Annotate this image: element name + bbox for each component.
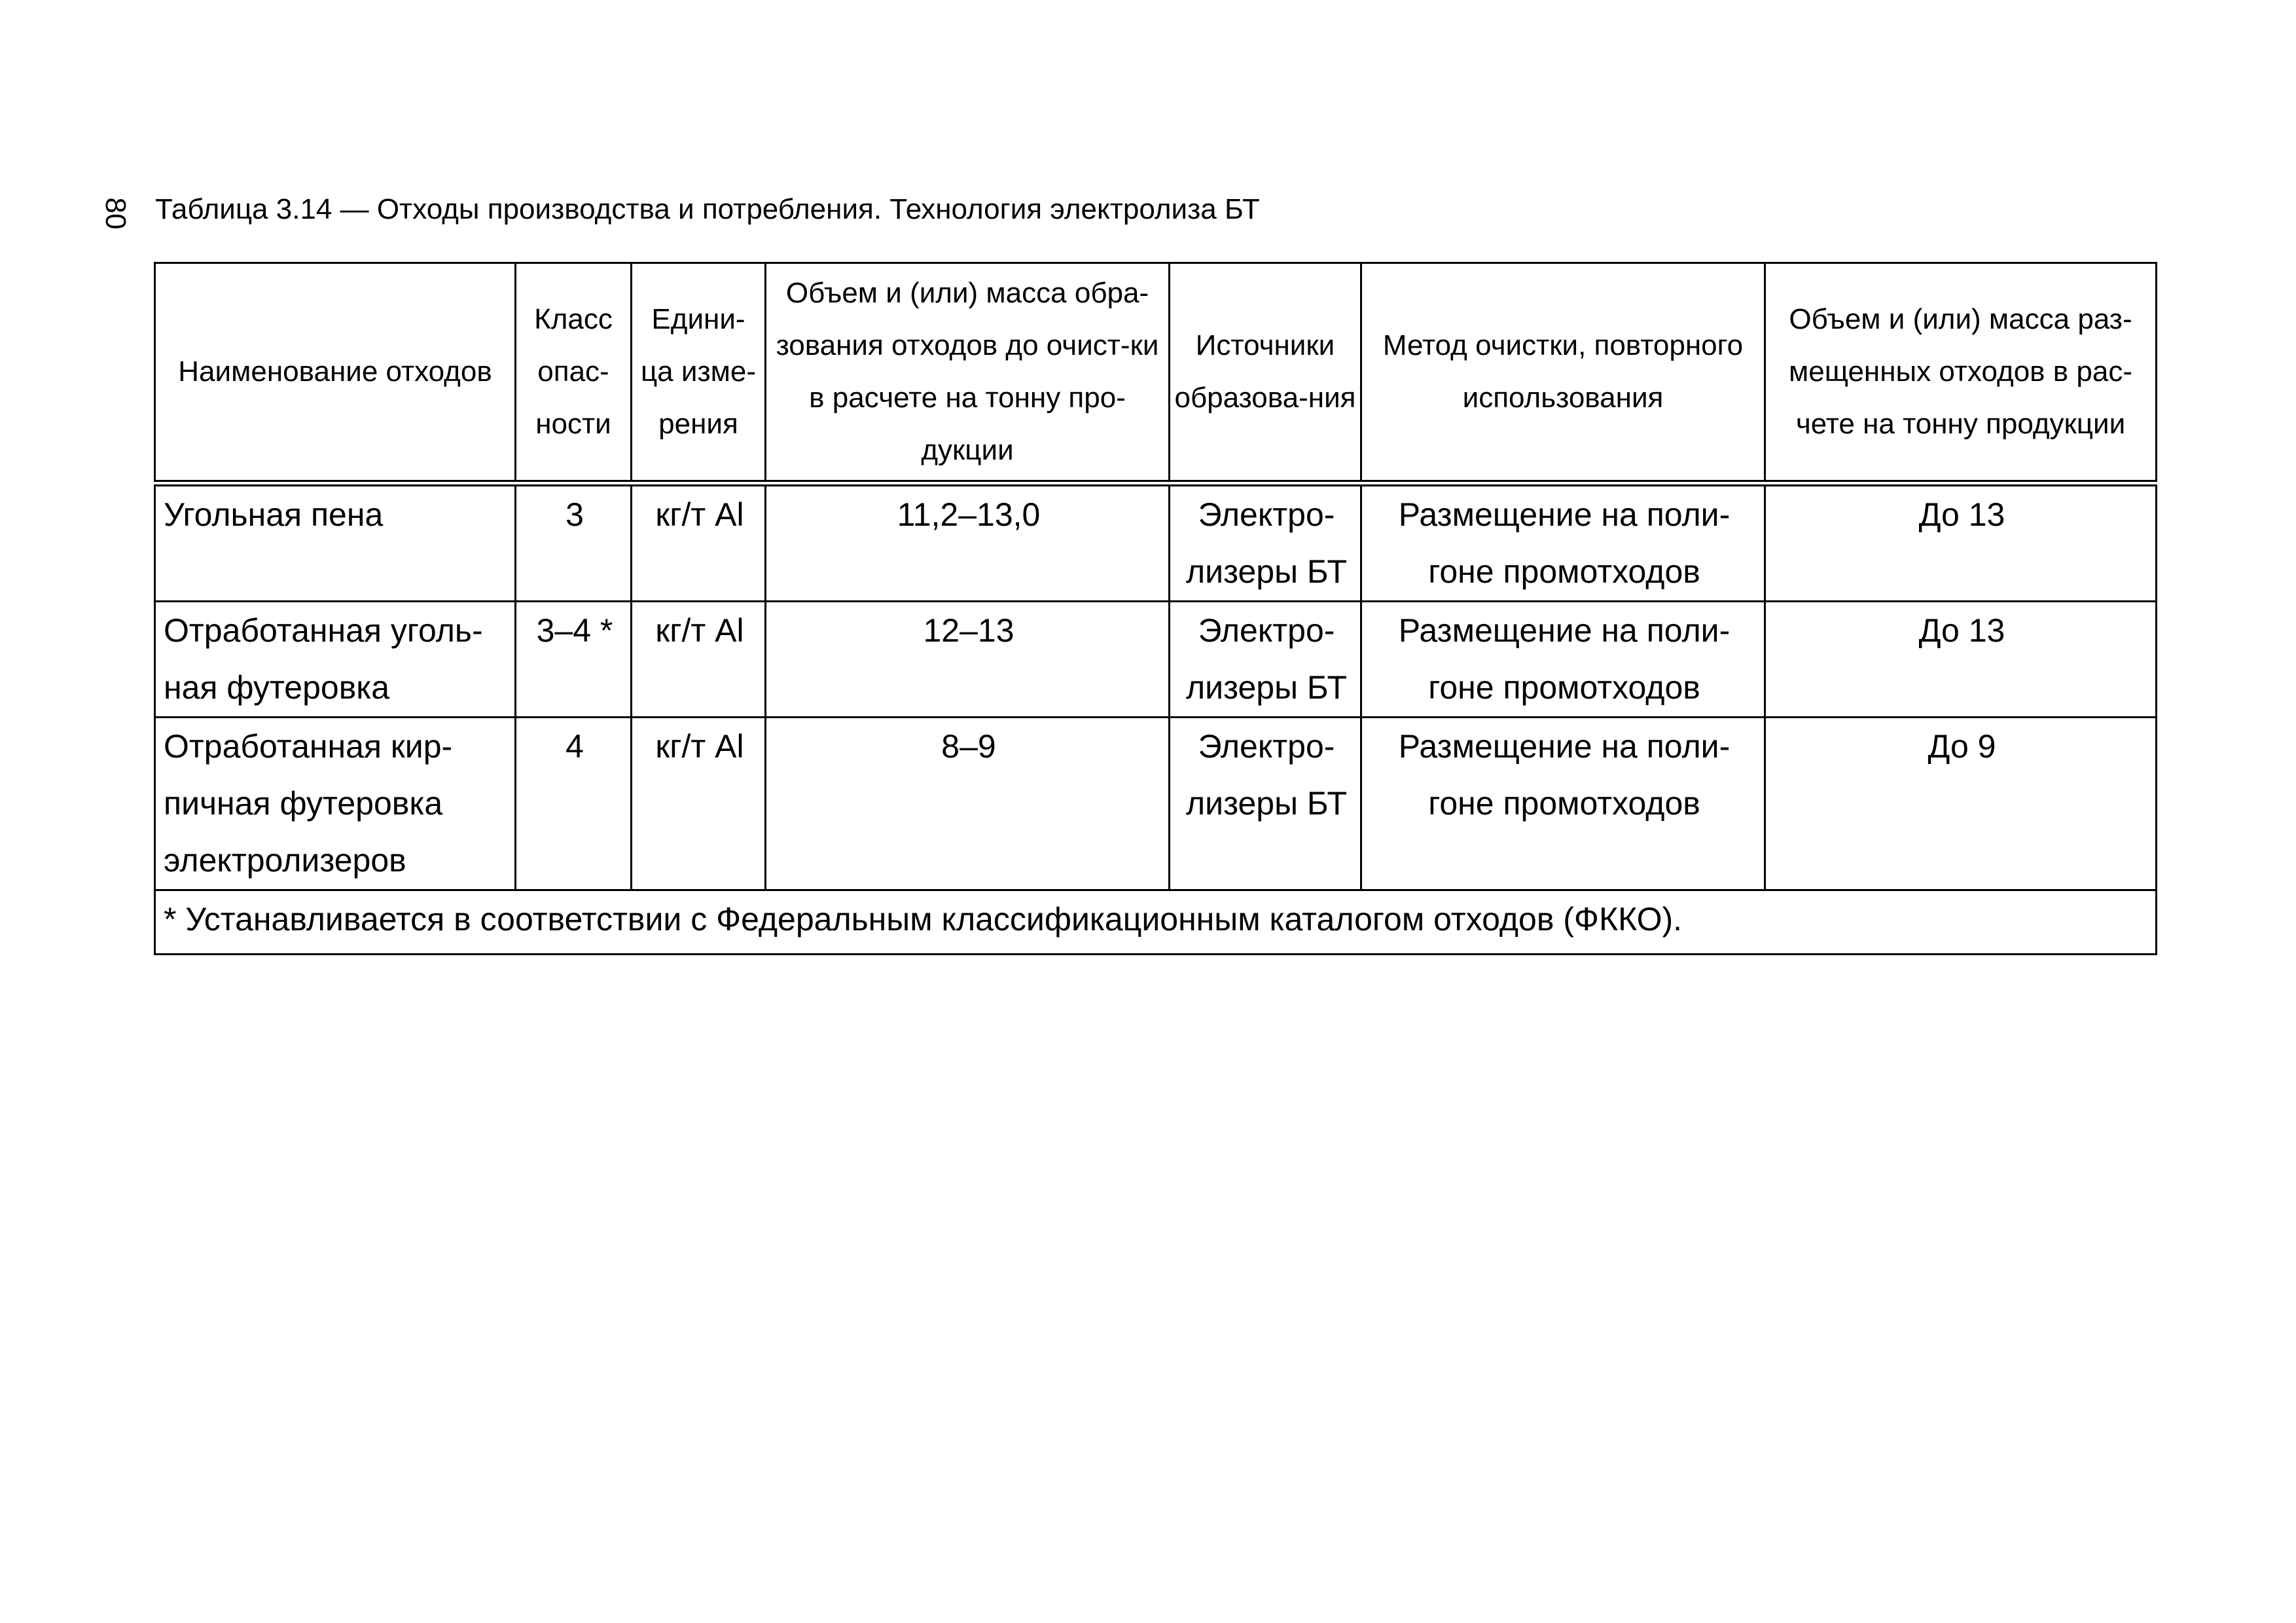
cell-volume-before: 11,2–13,0 [766,483,1170,602]
header-treatment-method: Метод очистки, повторного использования [1361,263,1765,483]
cell-sources: Электро-лизеры БТ [1170,601,1361,717]
table-row [155,601,2157,717]
table-caption: Таблица 3.14 — Отходы производства и потребления. Технология электролиза БТ [155,193,1260,225]
cell-unit: кг/т Al [632,601,766,717]
cell-sources: Электро-лизеры БТ [1170,483,1361,602]
cell-method: Размещение на поли-гоне промотходов [1361,483,1765,602]
waste-table [154,262,2157,955]
header-volume-before-treatment: Объем и (или) масса обра-зования отходов до очист-ки в расчете на тонну про-дукции [766,263,1170,483]
header-hazard-class: Класс опас-ности [516,263,632,483]
table-footnote: * Устанавливается в соответствии с Федеральным классификационным каталогом отходов (ФККО). [155,890,2157,954]
table-footnote-row [155,890,2157,954]
cell-waste-name: Отработанная кир-пичная футеровка электролизеров [155,717,516,890]
header-volume-placed: Объем и (или) масса раз-мещенных отходов в рас-чете на тонну продукции [1765,263,2157,483]
header-waste-name: Наименование отходов [155,263,516,483]
cell-method: Размещение на поли-гоне промотходов [1361,601,1765,717]
cell-volume-placed: До 13 [1765,601,2157,717]
cell-hazard-class: 4 [516,717,632,890]
cell-unit: кг/т Al [632,717,766,890]
cell-waste-name: Отработанная уголь-ная футеровка [155,601,516,717]
page-number: 80 [99,197,132,230]
cell-hazard-class: 3 [516,483,632,602]
cell-volume-before: 12–13 [766,601,1170,717]
table-row [155,483,2157,602]
cell-waste-name: Угольная пена [155,483,516,602]
cell-volume-placed: До 9 [1765,717,2157,890]
cell-hazard-class: 3–4 * [516,601,632,717]
cell-sources: Электро-лизеры БТ [1170,717,1361,890]
cell-volume-placed: До 13 [1765,483,2157,602]
cell-method: Размещение на поли-гоне промотходов [1361,717,1765,890]
table-header-row [155,263,2157,483]
cell-volume-before: 8–9 [766,717,1170,890]
table-row [155,717,2157,890]
cell-unit: кг/т Al [632,483,766,602]
header-unit: Едини-ца изме-рения [632,263,766,483]
header-sources: Источники образова-ния [1170,263,1361,483]
